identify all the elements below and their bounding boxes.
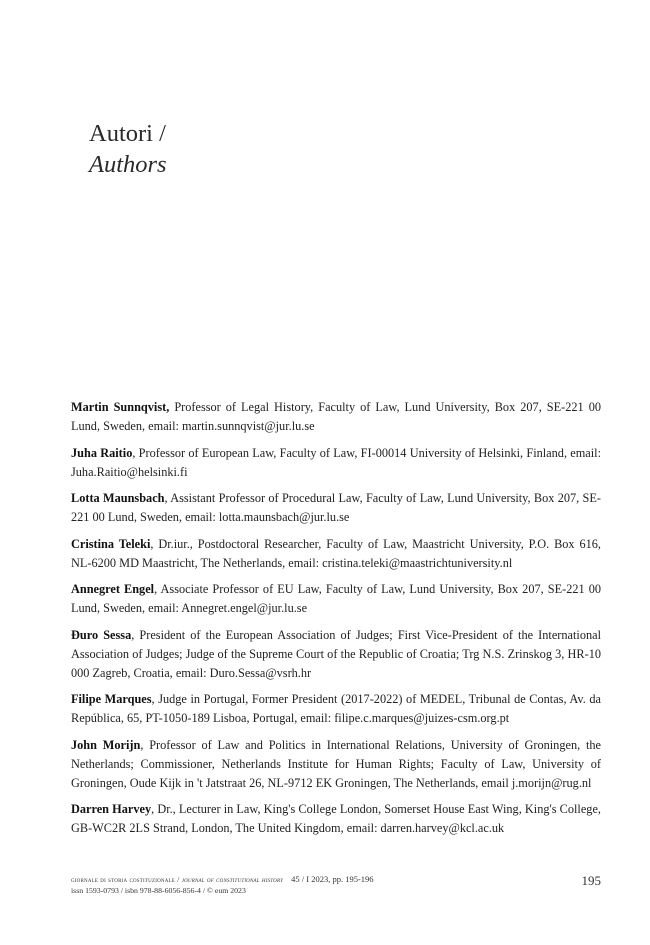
author-name: Annegret Engel — [71, 582, 155, 596]
author-name: Đuro Sessa — [71, 627, 132, 642]
author-name: Juha Raitio — [71, 445, 133, 460]
author-details: , Professor of Law and Politics in International Relations, University of Groningen, the Netherlands; Commissioner, Netherlands Institute for Human Rights; Faculty of Law, University of Groningen, Oude Kijk in 't Jatstraat 26, NL-9712 EK Groningen, The Netherlands, email j.morijn@rug.nl — [71, 737, 601, 790]
author-details: , Dr.iur., Postdoctoral Researcher, Faculty of Law, Maastricht University, P.O. Box 616, NL-6200 MD Maastricht, The Netherlands, email: cristina.teleki@maastrichtuniversity.nl — [71, 536, 601, 570]
author-entry — [71, 800, 601, 838]
author-entry — [71, 580, 601, 618]
author-name: Filipe Marques — [71, 692, 152, 706]
author-details: , Associate Professor of EU Law, Faculty of Law, Lund University, Box 207, SE-221 00 Lund, Sweden, email: Annegret.engel@jur.lu.se — [71, 582, 602, 615]
heading-italian: Autori / — [89, 120, 166, 147]
author-list — [71, 398, 601, 846]
issue-info: 45 / I 2023, pp. 195-196 — [291, 874, 374, 884]
page-number: 195 — [581, 873, 601, 888]
author-entry — [71, 398, 601, 436]
author-details: , Judge in Portugal, Former President (2017-2022) of MEDEL, Tribunal de Contas, Av. da República, 65, PT-1050-189 Lisboa, Portugal, email: filipe.c.marques@juizes-csm.org.pt — [71, 692, 601, 725]
author-entry — [71, 535, 601, 573]
author-name: Darren Harvey — [71, 802, 152, 816]
footer-journal-line — [71, 873, 601, 888]
author-details: , Assistant Professor of Procedural Law, Faculty of Law, Lund University, Box 207, SE-221 00 Lund, Sweden, email: lotta.maunsbach@jur.lu.se — [71, 491, 602, 524]
journal-title-italian: giornale di storia costituzionale / — [71, 875, 182, 884]
author-name: John Morijn — [71, 737, 141, 752]
author-details: Professor of Legal History, Faculty of Law, Lund University, Box 207, SE-221 00 Lund, Sweden, email: martin.sunnqvist@jur.lu.se — [71, 400, 601, 433]
author-name: Cristina Teleki — [71, 536, 151, 551]
author-entry — [71, 690, 601, 728]
issn-line: issn 1593-0793 / isbn 978-88-6056-856-4 / © eum 2023 — [71, 886, 246, 895]
author-details: , Dr., Lecturer in Law, King's College London, Somerset House East Wing, King's College, GB-WC2R 2LS Strand, London, The United Kingdom, email: darren.harvey@kcl.ac.uk — [71, 802, 601, 835]
author-entry — [71, 444, 601, 482]
section-heading — [89, 118, 167, 180]
author-entry — [71, 489, 601, 527]
journal-title-english: journal of constitutional history — [181, 875, 284, 884]
author-name: Lotta Maunsbach — [71, 491, 165, 505]
author-details: , President of the European Association of Judges; First Vice-President of the International Association of Judges; Judge of the Supreme Court of the Republic of Croatia; Trg N.S. Zrinskog 3, HR-10 000 Zagreb, Croatia, email: Duro.Sessa@vsrh.hr — [71, 627, 601, 680]
author-entry — [71, 626, 601, 683]
page-footer — [71, 874, 601, 896]
author-name: Martin Sunnqvist, — [71, 400, 170, 414]
heading-english: Authors — [89, 151, 167, 178]
author-entry — [71, 736, 601, 793]
journal-title — [71, 875, 283, 884]
author-details: , Professor of European Law, Faculty of Law, FI-00014 University of Helsinki, Finland, email: Juha.Raitio@helsinki.fi — [71, 445, 602, 479]
